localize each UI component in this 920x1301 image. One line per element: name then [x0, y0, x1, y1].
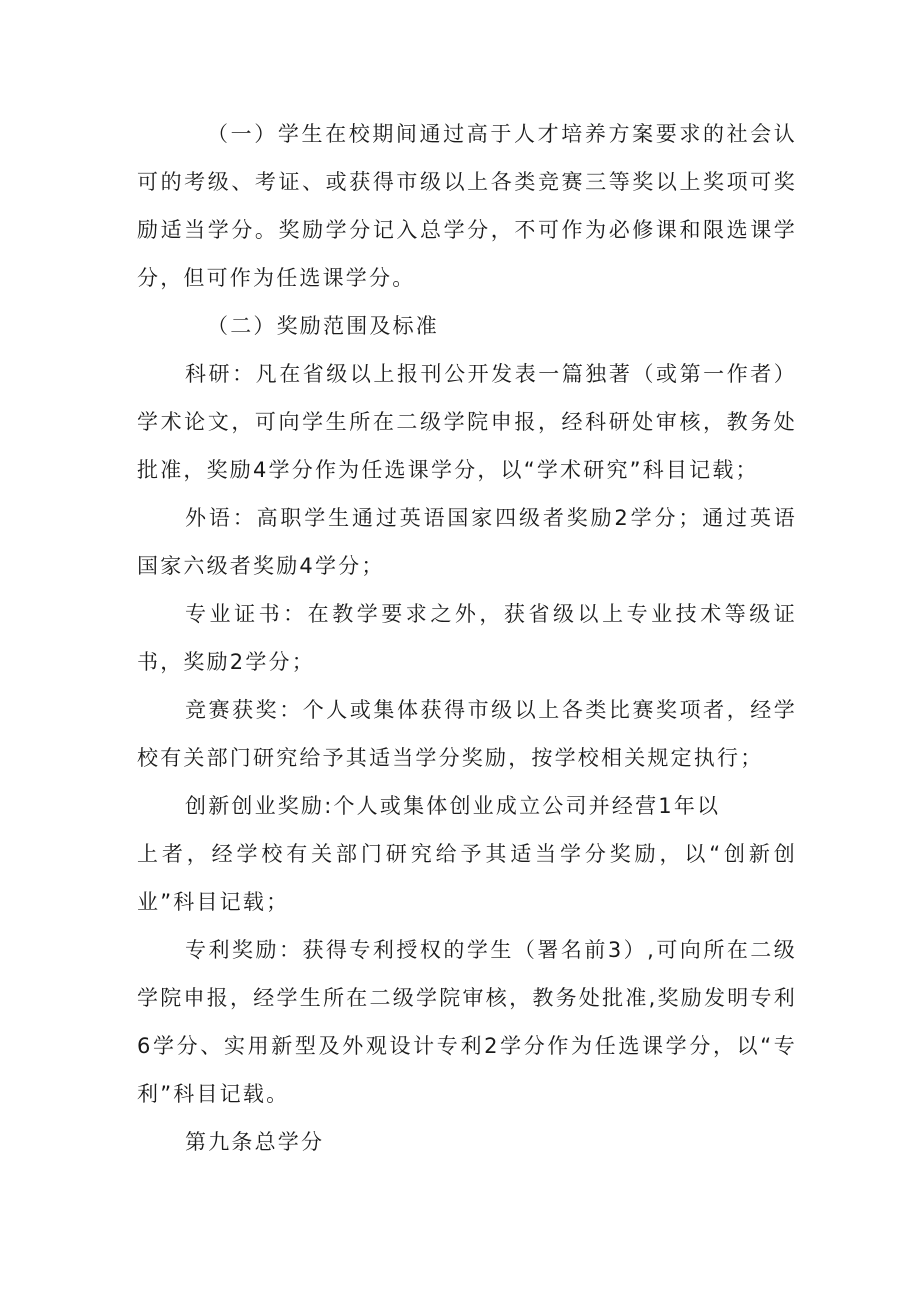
paragraph-research: 科研：凡在省级以上报刊公开发表一篇独著（或第一作者）学术论文，可向学生所在二级学院申报，经科研处审核，教务处批准，奖励4学分作为任选课学分，以“学术研究”科目记载；	[137, 362, 797, 482]
paragraph-professional-certificate: 专业证书：在教学要求之外，获省级以上专业技术等级证书，奖励2学分；	[137, 602, 797, 674]
paragraph-competition-award: 竞赛获奖：个人或集体获得市级以上各类比赛奖项者，经学校有关部门研究给予其适当学分奖励，按学校相关规定执行；	[137, 698, 797, 770]
paragraph-patent: 专利奖励：获得专利授权的学生（署名前3）,可向所在二级学院申报，经学生所在二级学院审核，教务处批准,奖励发明专利6学分、实用新型及外观设计专利2学分作为任选课学分，以“专利”科目记载。	[137, 938, 797, 1106]
paragraph-innovation-continued: 上者，经学校有关部门研究给予其适当学分奖励，以“创新创业”科目记载；	[137, 842, 797, 914]
paragraph-reward-intro: （一）学生在校期间通过高于人才培养方案要求的社会认可的考级、考证、或获得市级以上各类竞赛三等奖以上奖项可奖励适当学分。奖励学分记入总学分，不可作为必修课和限选课学分，但可作为任选课学分。	[137, 122, 797, 290]
paragraph-article-nine-heading: 第九条总学分	[185, 1130, 325, 1154]
paragraph-reward-scope-heading: （二）奖励范围及标准	[207, 314, 439, 338]
paragraph-foreign-language: 外语：高职学生通过英语国家四级者奖励2学分；通过英语国家六级者奖励4学分；	[137, 506, 797, 578]
paragraph-innovation-line1: 创新创业奖励:个人或集体创业成立公司并经营1年以	[185, 794, 721, 818]
